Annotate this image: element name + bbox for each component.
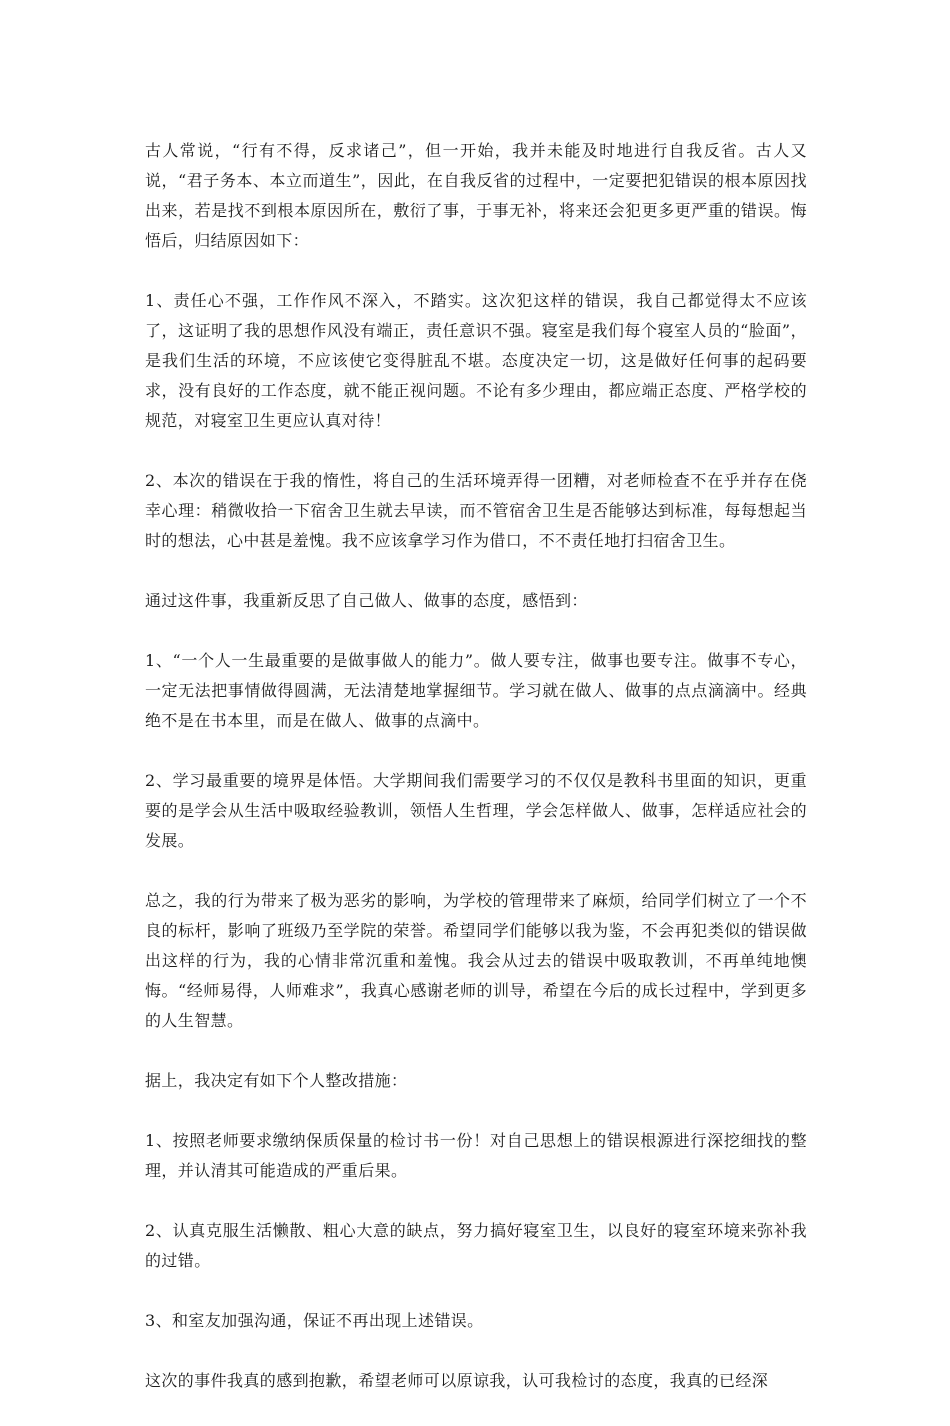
paragraph-insight-2: 2、学习最重要的境界是体悟。大学期间我们需要学习的不仅仅是教科书里面的知识，更重要的是学会从生活中吸取经验教训，领悟人生哲理，学会怎样做人、做事，怎样适应社会的发展。: [145, 771, 807, 850]
paragraph-measure-2: 2、认真克服生活懒散、粗心大意的缺点，努力搞好寝室卫生，以良好的寝室环境来弥补我的过错。: [145, 1221, 807, 1270]
document-body: [145, 136, 807, 1426]
paragraph-reason-1: 1、责任心不强，工作作风不深入，不踏实。这次犯这样的错误，我自己都觉得太不应该了，这证明了我的思想作风没有端正，责任意识不强。寝室是我们每个寝室人员的“脸面”，是我们生活的环境，不应该使它变得脏乱不堪。态度决定一切，这是做好任何事的起码要求，没有良好的工作态度，就不能正视问题。不论有多少理由，都应端正态度、严格学校的规范，对寝室卫生更应认真对待！: [145, 291, 807, 430]
paragraph-measure-3: 3、和室友加强沟通，保证不再出现上述错误。: [145, 1311, 484, 1330]
paragraph-summary: 总之，我的行为带来了极为恶劣的影响，为学校的管理带来了麻烦，给同学们树立了一个不良的标杆，影响了班级乃至学院的荣誉。希望同学们能够以我为鉴，不会再犯类似的错误做出这样的行为，我的心情非常沉重和羞愧。我会从过去的错误中吸取教训，不再单纯地懊悔。“经师易得，人师难求”，我真心感谢老师的训导，希望在今后的成长过程中，学到更多的人生智慧。: [145, 891, 807, 1030]
paragraph-measures-intro: 据上，我决定有如下个人整改措施：: [145, 1071, 408, 1090]
paragraph-measure-1: 1、按照老师要求缴纳保质保量的检讨书一份！对自己思想上的错误根源进行深挖细找的整理，并认清其可能造成的严重后果。: [145, 1131, 807, 1180]
paragraph-closing: 这次的事件我真的感到抱歉，希望老师可以原谅我，认可我检讨的态度，我真的已经深: [145, 1371, 769, 1390]
paragraph-intro: 古人常说，“行有不得，反求诸己”，但一开始，我并未能及时地进行自我反省。古人又说，“君子务本、本立而道生”，因此，在自我反省的过程中，一定要把犯错误的根本原因找出来，若是找不到根本原因所在，敷衍了事，于事无补，将来还会犯更多更严重的错误。悔悟后，归结原因如下：: [145, 141, 807, 250]
paragraph-reflection-intro: 通过这件事，我重新反思了自己做人、做事的态度，感悟到：: [145, 591, 588, 610]
paragraph-insight-1: 1、“一个人一生最重要的是做事做人的能力”。做人要专注，做事也要专注。做事不专心，一定无法把事情做得圆满，无法清楚地掌握细节。学习就在做人、做事的点点滴滴中。经典绝不是在书本里，而是在做人、做事的点滴中。: [145, 651, 807, 730]
paragraph-reason-2: 2、本次的错误在于我的惰性，将自己的生活环境弄得一团糟，对老师检查不在乎并存在侥幸心理：稍微收拾一下宿舍卫生就去早读，而不管宿舍卫生是否能够达到标准，每每想起当时的想法，心中甚是羞愧。我不应该拿学习作为借口，不不责任地打扫宿舍卫生。: [145, 471, 807, 550]
